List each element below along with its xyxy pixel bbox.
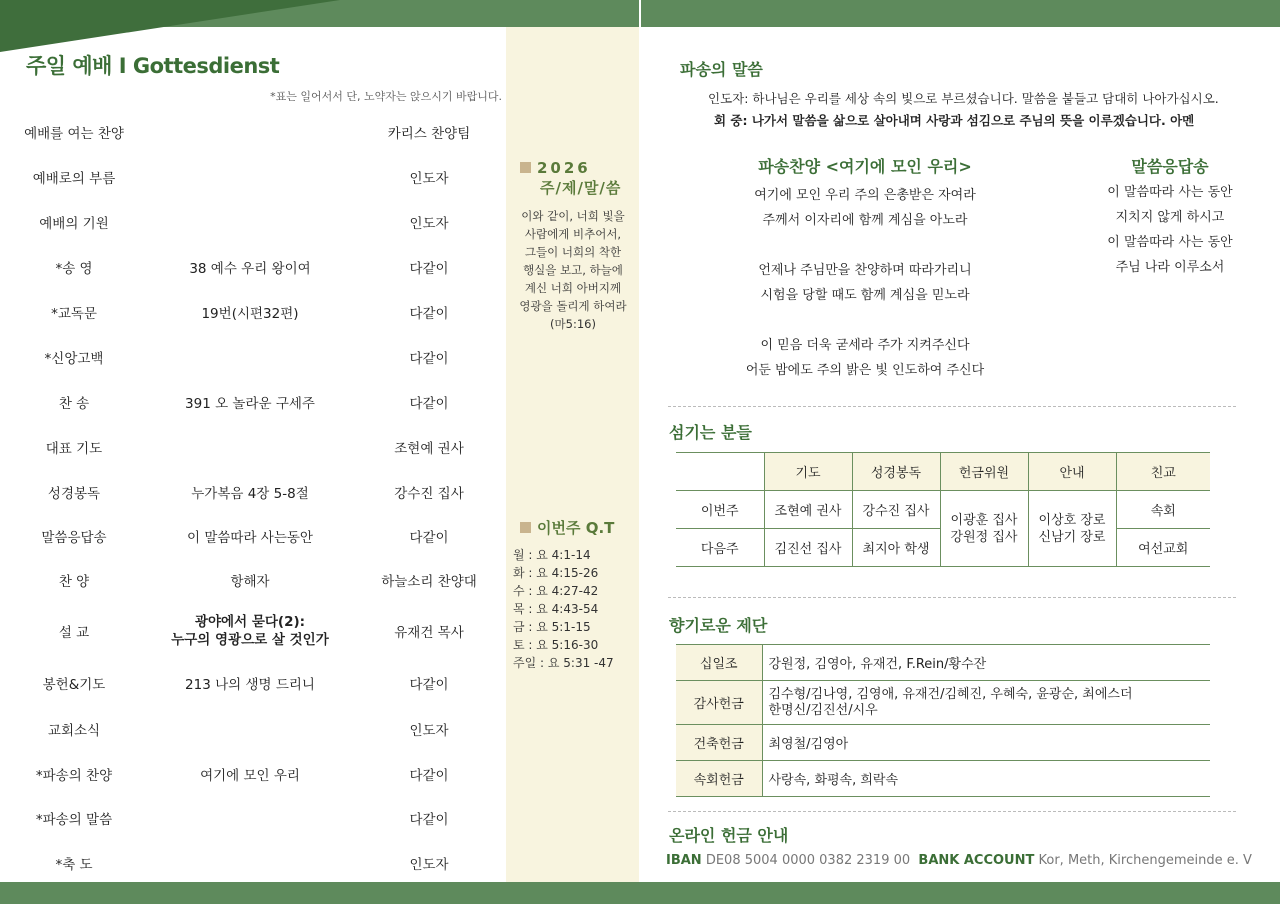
order-content: 이 말씀따라 사는동안 [187,530,313,546]
stanza-gap [700,233,1030,258]
table-cell: 최지아 학생 [852,529,940,567]
offerings-table [676,644,1210,797]
table-cell: 강수진 집사 [852,491,940,529]
order-leader: 조현예 권사 [394,441,464,457]
table-header-cell: 성경봉독 [852,453,940,491]
table-row [676,681,1210,725]
order-row [0,841,506,885]
names-line: 한명신/김진선/시우 [768,702,878,718]
order-item: 예배로의 부름 [32,171,116,187]
order-item: *축 도 [55,857,93,873]
order-row [0,110,506,154]
order-item: *교독문 [51,306,97,322]
qt-item: 월 : 요 4:1-14 [513,548,591,562]
lyric-line: 어둔 밤에도 주의 밝은 빛 인도하여 주신다 [745,363,985,378]
order-leader: 다같이 [409,396,449,412]
offerings-title: 향기로운 제단 [669,616,768,635]
response-song-lyrics [1080,180,1260,280]
order-content: 여기에 모인 우리 [200,768,300,784]
table-cell: 김진선 집사 [764,529,852,567]
square-bullet-icon [520,162,531,173]
order-row [0,155,506,199]
usher-name: 이상호 장로 [1038,512,1106,528]
qt-item: 수 : 요 4:27-42 [513,584,599,598]
order-row [0,707,506,751]
ushers-cell [1028,491,1116,567]
offering-label: 십일조 [676,645,762,681]
qt-item: 화 : 요 4:15-26 [513,566,599,580]
order-leader: 다같이 [409,812,449,828]
table-row [676,761,1210,797]
congregation-line: 회 중: 나가서 말씀을 삶으로 살아내며 사랑과 섬김으로 주님의 뜻을 이루겠습니다. 아멘 [714,113,1195,128]
offering-label: 속회헌금 [676,761,762,797]
lyric-line: 이 말씀따라 사는 동안 [1107,185,1233,200]
table-header-cell [676,453,764,491]
order-row [0,752,506,796]
order-item: 찬 양 [58,574,90,590]
table-row [676,491,1210,529]
lyric-line: 언제나 주님만을 찬양하며 따라가리니 [758,263,972,278]
table-cell: 속회 [1116,491,1210,529]
sermon-title-line1: 광야에서 묻다(2): [194,614,306,630]
order-row [0,796,506,840]
verse-line: 계신 너희 아버지께 [524,281,622,295]
order-row [0,514,506,558]
order-leader: 다같이 [409,530,449,546]
table-header-cell: 헌금위원 [940,453,1028,491]
sermon-title [148,613,352,649]
sermon-title-line2: 누구의 영광으로 살 것인가 [171,632,329,648]
top-corner-accent [0,0,340,52]
lyric-line: 시험을 당할 때도 함께 계심을 믿노라 [760,288,970,303]
offering-label: 감사헌금 [676,681,762,725]
order-leader: 다같이 [409,768,449,784]
qt-item: 주일 : 요 5:31 -47 [513,656,614,670]
qt-list [513,546,637,672]
order-row [0,606,506,656]
worship-title: 주일 예배 I Gottesdienst [26,54,280,78]
offering-names: 강원정, 김영아, 유재건, F.Rein/황수잔 [762,645,1210,681]
offering-label: 건축헌금 [676,725,762,761]
lyric-line: 주님 나라 이루소서 [1115,260,1225,275]
order-leader: 인도자 [409,171,449,187]
order-leader: 다같이 [409,306,449,322]
order-item: 말씀응답송 [41,530,107,546]
order-item: 대표 기도 [45,441,103,457]
order-leader: 인도자 [409,723,449,739]
order-content: 213 나의 생명 드리니 [185,677,315,693]
sending-word-title: 파송의 말씀 [680,60,763,79]
order-leader: 하늘소리 찬양대 [381,574,477,590]
bank-info [666,853,1252,868]
qt-heading [520,518,640,538]
lyric-line: 여기에 모인 우리 주의 은총받은 자여라 [754,188,976,203]
order-content: 391 오 놀라운 구세주 [185,396,315,412]
order-leader: 인도자 [409,216,449,232]
row-label: 다음주 [676,529,764,567]
table-header-cell: 기도 [764,453,852,491]
sending-song-lyrics [700,183,1030,383]
order-content: 누가복음 4장 5-8절 [191,486,309,502]
servants-header-row [676,453,1210,491]
qt-heading-label: 이번주 Q.T [537,519,615,537]
lyric-line: 주께서 이자리에 함께 계심을 아노라 [762,213,968,228]
year-label: 2026 [537,159,591,177]
section-divider [668,597,1236,598]
verse-line: 영광을 돌리게 하여라 [519,299,627,313]
order-row [0,200,506,244]
order-row [0,380,506,424]
order-content: 38 예수 우리 왕이여 [189,261,311,277]
verse-line: 행실을 보고, 하늘에 [523,263,623,277]
order-item: 찬 송 [58,396,90,412]
offering-names: 사랑속, 화평속, 희락속 [762,761,1210,797]
order-item: *파송의 찬양 [35,768,113,784]
order-item: *송 영 [55,261,93,277]
order-content: 19번(시편32편) [201,306,299,322]
order-row [0,290,506,334]
account-label: BANK ACCOUNT [918,853,1035,868]
servants-title: 섬기는 분들 [669,423,752,442]
order-item: *파송의 말씀 [35,812,113,828]
order-item: 성경봉독 [47,486,101,502]
order-item: *신앙고백 [44,351,104,367]
order-leader: 인도자 [409,857,449,873]
order-item: 예배의 기원 [39,216,109,232]
offering-committee-cell [940,491,1028,567]
verse-line: 사람에게 비추어서, [524,227,622,241]
table-cell: 조현예 권사 [764,491,852,529]
order-row [0,470,506,514]
section-divider [668,406,1236,407]
order-leader: 강수진 집사 [394,486,464,502]
order-item: 교회소식 [47,723,101,739]
table-cell: 여선교회 [1116,529,1210,567]
offering-names: 최영철/김영아 [762,725,1210,761]
bottom-band [0,882,1280,904]
order-leader: 다같이 [409,677,449,693]
row-label: 이번주 [676,491,764,529]
table-row [676,645,1210,681]
online-offering-title: 온라인 헌금 안내 [669,826,789,845]
order-leader: 다같이 [409,261,449,277]
names-line: 김수형/김나영, 김영애, 유재건/김혜진, 우혜숙, 윤광순, 최에스더 [768,686,1133,702]
verse-reference: (마5:16) [550,317,596,331]
order-item: 예배를 여는 찬양 [24,126,124,142]
sending-song-title: 파송찬양 <여기에 모인 우리> [758,157,972,176]
qt-item: 금 : 요 5:1-15 [513,620,591,634]
lyric-line: 이 믿음 더욱 굳세라 주가 지켜주신다 [760,338,970,353]
order-row [0,425,506,469]
table-header-cell: 안내 [1028,453,1116,491]
order-row [0,245,506,289]
offering-names [762,681,1210,725]
yearly-verse-label: 주/제/말/씀 [540,179,622,197]
order-content: 항해자 [230,574,270,590]
qt-item: 토 : 요 5:16-30 [513,638,599,652]
lyric-line: 이 말씀따라 사는 동안 [1107,235,1233,250]
verse-line: 이와 같이, 너희 빛을 [521,209,625,223]
yearly-verse-heading [520,158,640,198]
order-row [0,335,506,379]
order-leader: 카리스 찬양팀 [387,126,471,142]
section-divider [668,811,1236,812]
standing-note: *표는 일어서서 단, 노약자는 앉으시기 바랍니다. [270,90,502,103]
stanza-gap [700,308,1030,333]
table-header-cell: 친교 [1116,453,1210,491]
qt-item: 목 : 요 4:43-54 [513,602,599,616]
iban-value: DE08 5004 0000 0382 2319 00 [705,853,911,868]
leader-line: 인도자: 하나님은 우리를 세상 속의 빛으로 부르셨습니다. 말씀을 붙들고 담대히 나아가십시오. [708,91,1219,106]
order-row [0,558,506,602]
verse-line: 그들이 너희의 착한 [524,245,622,259]
order-item: 설 교 [58,625,90,641]
account-value: Kor, Meth, Kirchengemeinde e. V [1038,853,1252,868]
order-leader: 유재건 목사 [394,625,464,641]
iban-label: IBAN [666,853,702,868]
lyric-line: 지치지 않게 하시고 [1115,210,1225,225]
order-row [0,661,506,705]
yearly-verse [510,207,636,333]
servants-table [676,452,1210,567]
usher-name: 신남기 장로 [1038,529,1106,545]
fold-divider [639,0,641,27]
committee-name: 강원정 집사 [950,529,1018,545]
order-item: 봉헌&기도 [42,677,106,693]
table-row [676,725,1210,761]
response-song-title: 말씀응답송 [1131,157,1209,176]
order-leader: 다같이 [409,351,449,367]
committee-name: 이광훈 집사 [950,512,1018,528]
square-bullet-icon [520,522,531,533]
verse-column [506,27,639,882]
